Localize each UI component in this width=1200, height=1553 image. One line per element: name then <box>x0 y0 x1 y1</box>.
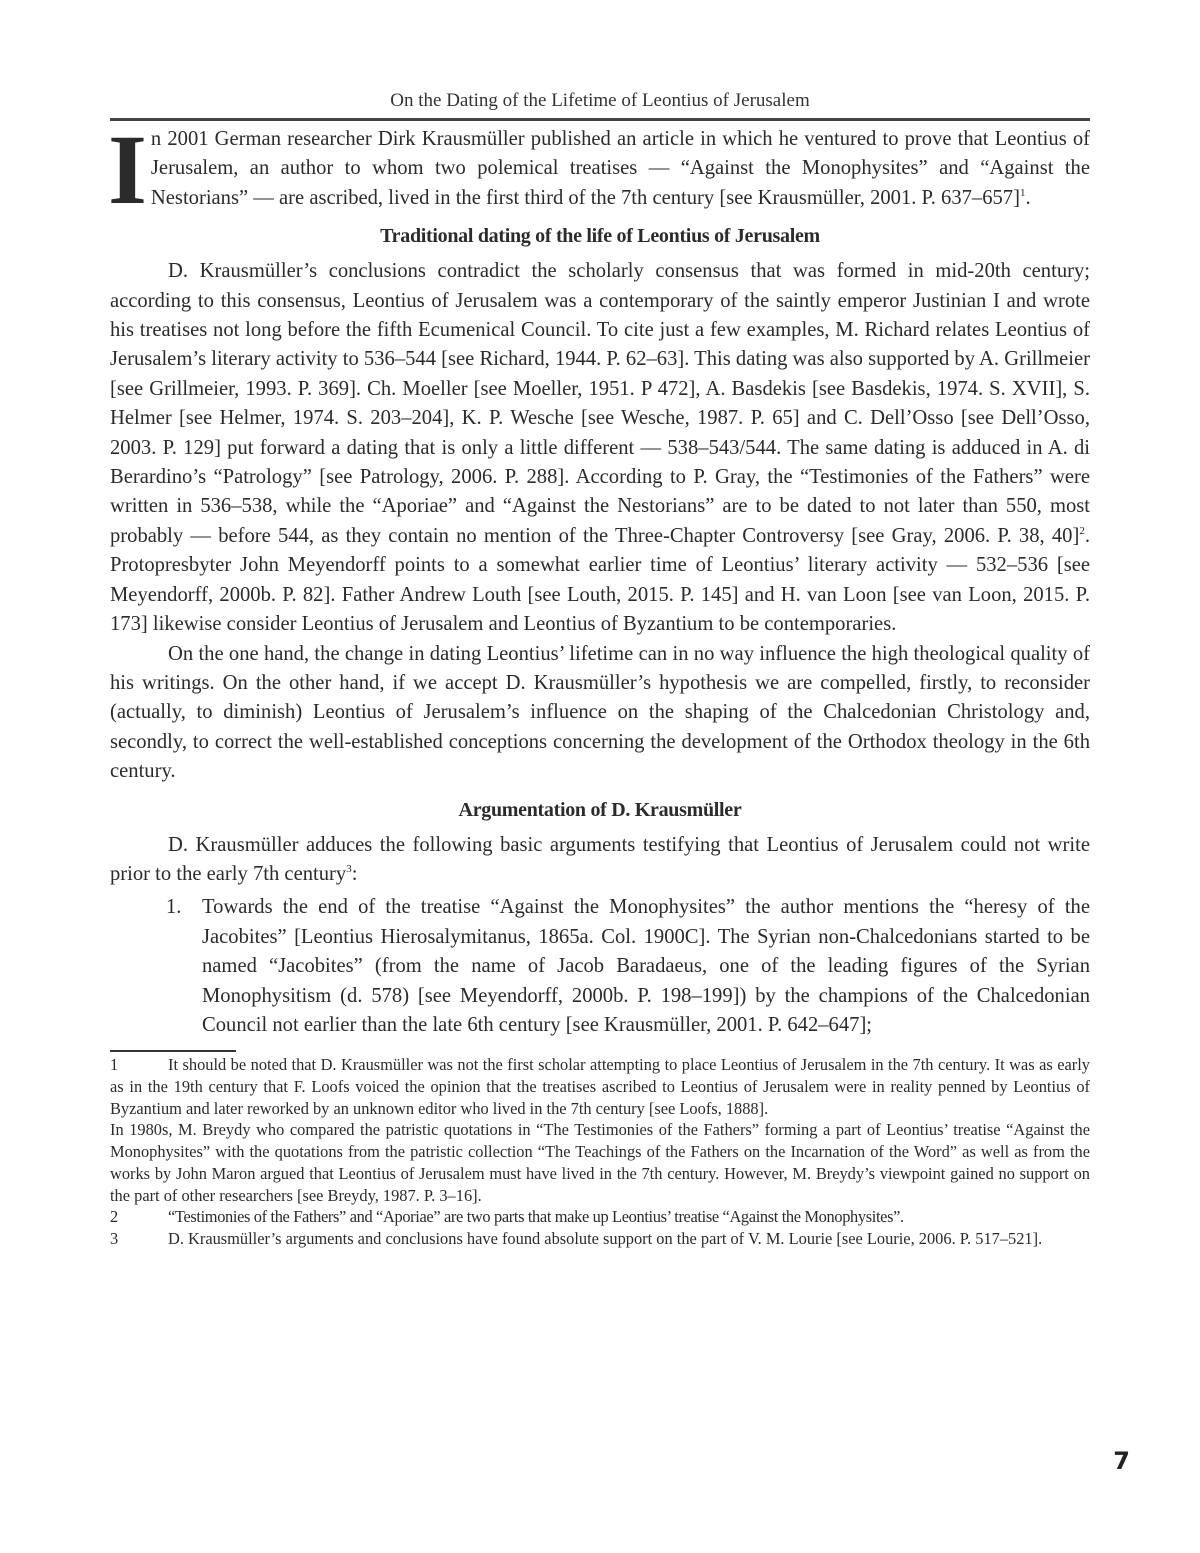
section-heading-argumentation: Argumentation of D. Krausmüller <box>458 798 742 821</box>
footnote-2 <box>110 1206 1090 1228</box>
paragraph-text: . Protopresbyter John Meyendorff points to a somewhat earlier time of Leontius’ literary activity — 532–536 [see Meyendorff, 2000b. P. 82]. Father Andrew Louth [see Louth, 2015. P. 145] and H. van Loon [see van Loon, 2015. P. 173] likewise consider Leontius of Jerusalem and Leontius of Byzantium to be contemporaries. <box>110 524 1090 636</box>
running-head: On the Dating of the Lifetime of Leontius of Jerusalem <box>110 88 1090 121</box>
paragraph: On the one hand, the change in dating Leontius’ lifetime can in no way influence the high theological quality of his writings. On the other hand, if we accept D. Krausmüller’s hypothesis we are compelled, firstly, to reconsider (actually, to diminish) Leontius of Jerusalem’s influence on the shaping of the Chalcedonian Christology and, secondly, to correct the well-established conceptions concerning the development of the Orthodox theology in the 6th century. <box>110 642 1090 783</box>
footnote-ref-2[interactable]: 2 <box>1079 524 1085 537</box>
paragraph-text: D. Krausmüller’s conclusions contradict the scholarly consensus that was formed in mid-20th century; according to this consensus, Leontius of Jerusalem was a contemporary of the saintly emperor Justinian I and wrote his treatises not long before the fifth Ecumenical Council. To cite just a few examples, M. Richard relates Leontius of Jerusalem’s literary activity to 536–544 [see Richard, 1944. P. 62–63]. This dating was also supported by A. Grillmeier [see Grillmeier, 1993. P. 369]. Ch. Moeller [see Moeller, 1951. P 472], A. Basdekis [see Basdekis, 1974. S. XVII], S. Helmer [see Helmer, 1974. S. 203–204], K. P. Wesche [see Wesche, 1987. P. 65] and C. Dell’Osso [see Dell’Osso, 2003. P. 129] put forward a dating that is only a little different — 538–543/544. The same dating is adduced in A. di Berardino’s “Patrology” [see Patrology, 2006. P. 288]. According to P. Gray, the “Testimonies of the Fathers” were written in 536–538, while the “Aporiae” and “Against the Nestorians” are to be dated to not later than 550, most probably — before 544, as they contain no mention of the Three-Chapter Controversy [see Gray, 2006. P. 38, 40] <box>110 260 1090 547</box>
footnote-ref-3[interactable]: 3 <box>346 862 352 875</box>
paragraph-text: D. Krausmüller adduces the following basic arguments testifying that Leontius of Jerusalem could not write prior to the early 7th century <box>110 833 1090 885</box>
footnote-number: 3 <box>110 1229 119 1248</box>
body-text <box>108 114 1090 1040</box>
footnote-number: 2 <box>110 1207 119 1227</box>
intro-text: n 2001 German researcher Dirk Krausmüller published an article in which he ventured to prove that Leontius of Jerusalem, an author to whom two polemical treatises — “Against the Monophysites” and “Against the Nestorians” — are ascribed, lived in the first third of the 7th century [see Krausmüller, 2001. P. 637–657] <box>150 128 1090 209</box>
list-item-text: Towards the end of the treatise “Against the Monophysites” the author mentions the “heresy of the Jacobites” [Leontius Hierosalymitanus, 1865a. Col. 1900C]. The Syrian non-Chalcedonians started to be named “Jacobites” (from the name of Jacob Baradaeus, one of the leading figures of the Syrian Monophysitism (d. 578) [see Meyendorff, 2000b. P. 198–199]) by the champions of the Chalcedonian Council not earlier than the late 6th century [see Krausmüller, 2001. P. 642–647]; <box>202 896 1090 1036</box>
list-item <box>110 893 1090 1040</box>
intro-end: . <box>1025 186 1031 209</box>
page <box>110 88 1090 1250</box>
argument-list <box>110 893 1090 1040</box>
intro-paragraph <box>108 114 1090 225</box>
footnote-number: 1 <box>110 1055 119 1075</box>
footnote-text: D. Krausmüller’s arguments and conclusions have found absolute support on the part of V. M. Lourie [see Lourie, 2006. P. 517–521]. <box>168 1229 1043 1248</box>
list-item-number: 1. <box>166 896 182 919</box>
footnote-1-continuation: In 1980s, M. Breydy who compared the patristic quotations in “The Testimonies of the Fathers” forming a part of Leontius’ treatise “Against the Monophysites” with the quotations from the patristic collection “The Teachings of the Fathers on the Incarnation of the Word” as well as from the works by John Maron argued that Leontius of Jerusalem must have lived in the 7th century. However, M. Breydy’s viewpoint gained no support on the part of other researchers [see Breydy, 1987. P. 3–16]. <box>110 1120 1090 1205</box>
paragraph <box>110 831 1090 890</box>
drop-cap: I <box>108 114 147 225</box>
section-heading-traditional-dating: Traditional dating of the life of Leontius of Jerusalem <box>380 225 820 248</box>
paragraph <box>110 257 1090 639</box>
footnote-text: It should be noted that D. Krausmüller was not the first scholar attempting to place Leontius of Jerusalem in the 7th century. It was as early as in the 19th century that F. Loofs voiced the opinion that the treatises ascribed to Leontius of Jerusalem were in reality penned by Leontius of Byzantium and later reworked by an unknown editor who lived in the 7th century [see Loofs, 1888]. <box>110 1055 1090 1118</box>
footnote-1 <box>110 1054 1090 1119</box>
footnotes <box>110 1054 1090 1249</box>
footnote-3 <box>110 1228 1090 1250</box>
paragraph-text: : <box>351 862 358 885</box>
footnote-text: “Testimonies of the Fathers” and “Aporiae” are two parts that make up Leontius’ treatise “Against the Monophysites”. <box>168 1207 904 1227</box>
footnote-ref-1[interactable]: 1 <box>1019 186 1026 199</box>
footnote-divider <box>110 1050 236 1052</box>
page-number: 7 <box>1113 1447 1130 1475</box>
